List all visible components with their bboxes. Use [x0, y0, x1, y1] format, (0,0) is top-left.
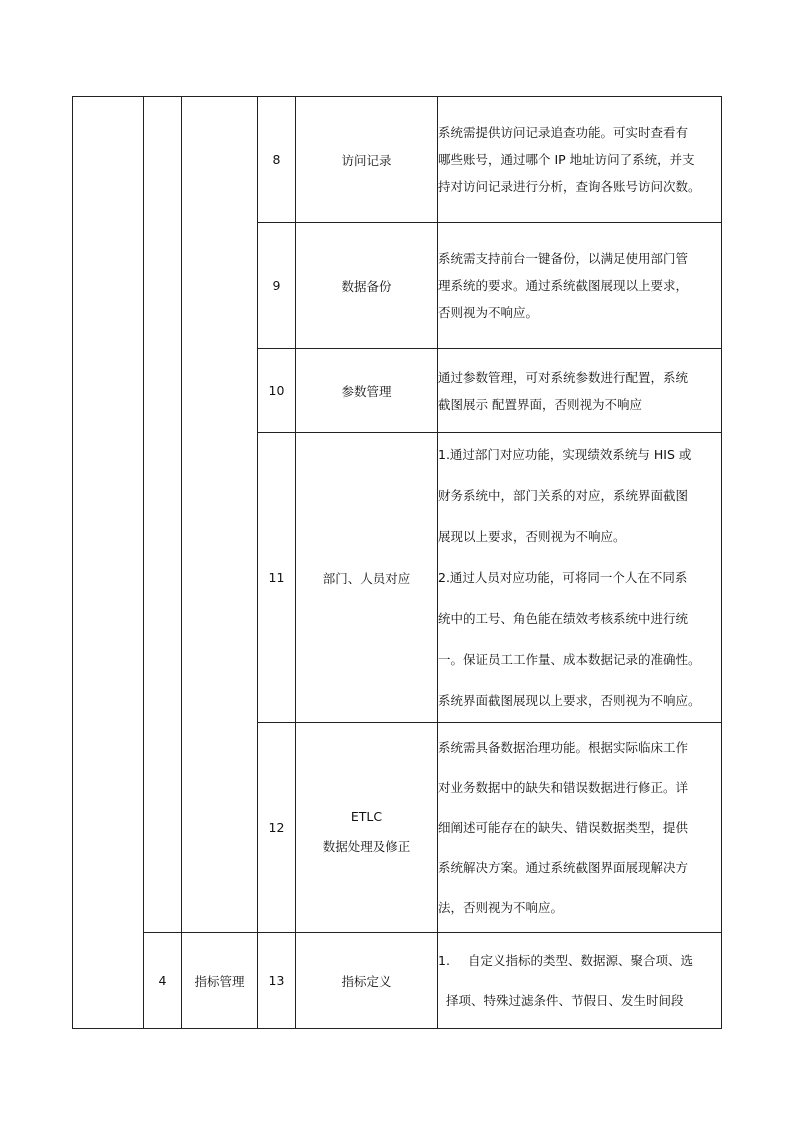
description-line: 系统解决方案。通过系统截图界面展现解决方 [438, 859, 689, 875]
item-name: 参数管理 [296, 349, 438, 433]
item-name-line: 数据处理及修正 [322, 838, 411, 854]
item-description [438, 349, 722, 433]
item-description [438, 723, 722, 933]
item-number: 13 [258, 933, 296, 1029]
description-line: 哪些账号，通过哪个 IP 地址访问了系统，并支 [438, 152, 695, 167]
category-cell-empty [73, 97, 144, 1029]
description-line: 展现以上要求，否则视为不响应。 [438, 529, 626, 544]
description-line: 财务系统中，部门关系的对应，系统界面截图 [438, 488, 689, 503]
description-list-item [438, 941, 721, 981]
section-number: 4 [144, 933, 182, 1029]
item-number: 10 [258, 349, 296, 433]
description-line: 2.通过人员对应功能，可将同一个人在不同系 [438, 570, 688, 585]
item-name: 访问记录 [296, 97, 438, 223]
description-line: 1.通过部门对应功能，实现绩效系统与 HIS 或 [438, 447, 692, 462]
item-name-line: ETLC [350, 808, 383, 824]
section-name: 指标管理 [182, 933, 258, 1029]
description-line: 通过参数管理，可对系统参数进行配置，系统 [438, 369, 689, 385]
description-line: 系统需支持前台一键备份，以满足使用部门管 [438, 251, 689, 266]
item-name: 指标定义 [296, 933, 438, 1029]
description-line: 择项、特殊过滤条件、节假日、发生时间段 [446, 992, 684, 1008]
section-name-cell-empty [182, 97, 258, 933]
item-name [296, 723, 438, 933]
item-number: 11 [258, 433, 296, 723]
table-row [73, 97, 722, 223]
description-line: 否则视为不响应。 [438, 305, 539, 320]
description-line: 截图展示 配置界面，否则视为不响应 [438, 396, 642, 412]
item-description [438, 933, 722, 1029]
description-line: 法，否则视为不响应。 [438, 899, 564, 915]
item-name: 部门、人员对应 [296, 433, 438, 723]
description-line: 系统界面截图展现以上要求，否则视为不响应。 [438, 693, 701, 708]
item-number: 8 [258, 97, 296, 223]
description-line: 系统需具备数据治理功能。根据实际临床工作 [438, 739, 689, 755]
item-description [438, 223, 722, 349]
description-line: 理系统的要求。通过系统截图展现以上要求， [438, 278, 689, 293]
item-number: 12 [258, 723, 296, 933]
item-name: 数据备份 [296, 223, 438, 349]
description-line: 自定义指标的类型、数据源、聚合项、选 [468, 952, 694, 968]
item-number: 9 [258, 223, 296, 349]
section-number-cell-empty [144, 97, 182, 933]
description-line: 细阐述可能存在的缺失、错误数据类型，提供 [438, 819, 689, 835]
description-line: 系统需提供访问记录追查功能。可实时查看有 [438, 125, 689, 140]
description-line: 持对访问记录进行分析，查询各账号访问次数。 [438, 179, 701, 194]
item-description [438, 97, 722, 223]
description-line: 统中的工号、角色能在绩效考核系统中进行统 [438, 611, 689, 626]
description-line: 对业务数据中的缺失和错误数据进行修正。详 [438, 779, 689, 795]
list-index: 1. [438, 952, 450, 968]
table-row [73, 933, 722, 1029]
description-line: 一。保证员工工作量、成本数据记录的准确性。 [438, 652, 701, 667]
requirements-table [72, 96, 722, 1029]
item-description [438, 433, 722, 723]
